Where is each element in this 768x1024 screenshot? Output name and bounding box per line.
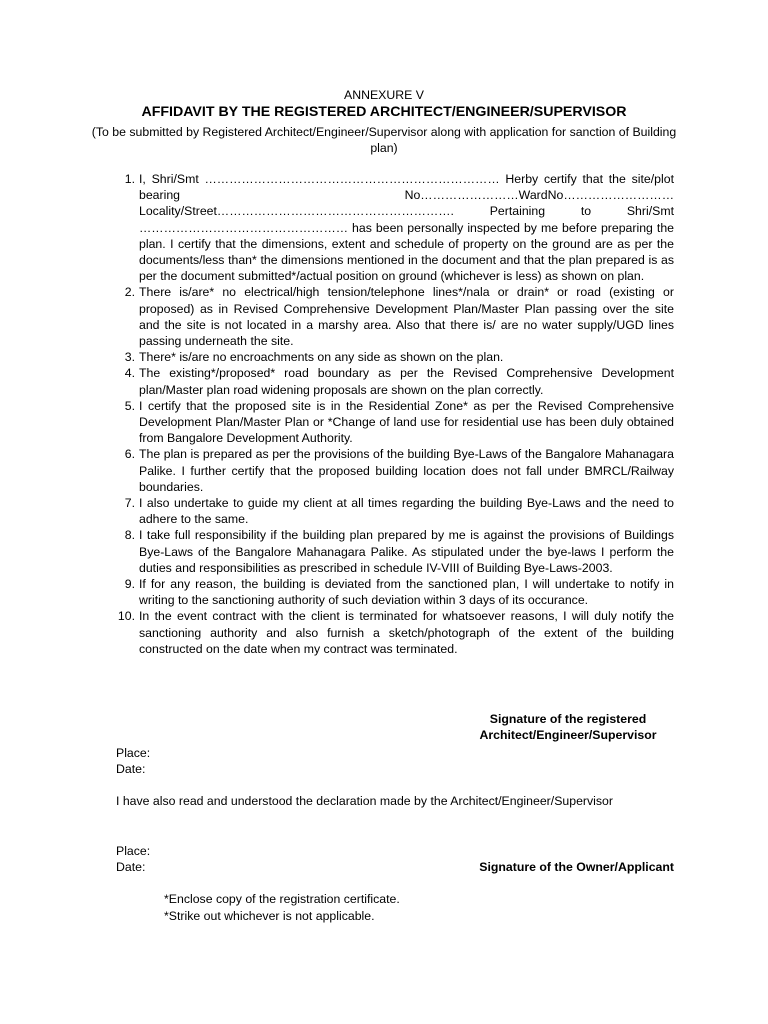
date-label: Date:	[116, 762, 146, 776]
item-number: 3.	[124, 350, 135, 365]
list-item	[117, 608, 674, 657]
owner-signature-label: Signature of the Owner/Applicant	[479, 860, 674, 874]
signature-line-1: Signature of the registered	[489, 712, 647, 726]
item-text: I also undertake to guide my client at all times regarding the building Bye-Laws and the need to adhere to the same.	[139, 496, 674, 527]
declaration-list	[117, 171, 674, 657]
document-title: AFFIDAVIT BY THE REGISTERED ARCHITECT/ENGINEER/SUPERVISOR	[141, 104, 627, 120]
item-number: 5.	[124, 398, 135, 413]
list-item	[124, 527, 674, 576]
architect-signature-block	[440, 711, 696, 743]
item-text: The existing*/proposed* road boundary as per the Revised Comprehensive Development plan/Master plan road widening proposals are shown on the plan correctly.	[139, 366, 674, 397]
owner-date-label: Date:	[116, 860, 146, 874]
item-text: If for any reason, the building is deviated from the sanctioned plan, I will undertake to notify in writing to the sanctioning authority of such deviation within 3 days of its occurance.	[139, 577, 674, 608]
item-text: I, Shri/Smt ……………………………………………………………… Herby certify that the site/plot bearing No……………………WardNo………………………Locality/Street…………………………………………………. Pertaining to Shri/Smt …………………………………………… has been personally inspected by me before preparing the plan. I certify that the dimensions, extent and schedule of property on the ground are as per the documents/less than* the dimensions mentioned in the document and that the plan prepared is as per the document submitted*/actual position on ground (whichever is less) as shown on plan.	[139, 172, 674, 284]
list-item	[124, 398, 674, 447]
item-number: 2.	[124, 285, 135, 300]
item-text: There* is/are no encroachments on any side as shown on the plan.	[139, 350, 504, 365]
footnote: *Strike out whichever is not applicable.	[164, 909, 375, 923]
item-number: 4.	[124, 366, 135, 381]
list-item	[124, 495, 674, 527]
item-number: 10.	[117, 609, 135, 624]
item-number: 9.	[124, 577, 135, 592]
item-number: 8.	[124, 528, 135, 543]
item-text: I take full responsibility if the building plan prepared by me is against the provisions of Buildings Bye-Laws of the Bangalore Mahanagara Palike. As stipulated under the bye-laws I perform the duties and responsibilities as prescribed in schedule IV-VIII of Building Bye-Laws-2003.	[139, 528, 674, 575]
item-number: 7.	[124, 496, 135, 511]
list-item	[124, 349, 674, 365]
item-text: I certify that the proposed site is in the Residential Zone* as per the Revised Comprehensive Development Plan/Master Plan or *Change of land use for residential use has been duly obtained from Bangalore Development Authority.	[139, 398, 674, 446]
place-label: Place:	[116, 746, 151, 760]
annexure-label: ANNEXURE V	[344, 88, 424, 102]
item-number: 6.	[124, 447, 135, 462]
list-item	[124, 446, 674, 495]
item-text: In the event contract with the client is terminated for whatsoever reasons, I will duly notify the sanctioning authority and also furnish a sketch/photograph of the extent of the building constructed on the date when my contract was terminated.	[139, 609, 674, 656]
list-item	[124, 576, 674, 608]
item-number: 1.	[124, 172, 135, 186]
list-item	[124, 365, 674, 397]
list-item	[124, 171, 674, 284]
owner-declaration: I have also read and understood the declaration made by the Architect/Engineer/Supervisor	[116, 794, 613, 808]
owner-place-label: Place:	[116, 844, 151, 858]
signature-line-2: Architect/Engineer/Supervisor	[479, 728, 657, 743]
list-item	[124, 284, 674, 349]
item-text: The plan is prepared as per the provisions of the building Bye-Laws of the Bangalore Mahanagara Palike. I further certify that the proposed building location does not fall under BMRCL/Railway boundaries.	[139, 447, 674, 494]
footnote: *Enclose copy of the registration certificate.	[164, 892, 400, 906]
item-text: There is/are* no electrical/high tension/telephone lines*/nala or drain* or road (existing or proposed) as in Revised Comprehensive Development Plan/Master Plan passing over the site and the site is not located in a marshy area. Also that there is/ are no water supply/UGD lines passing underneath the site.	[139, 285, 674, 349]
document-subtitle: (To be submitted by Registered Architect/Engineer/Supervisor along with application for sanction of Building plan)	[91, 125, 677, 156]
